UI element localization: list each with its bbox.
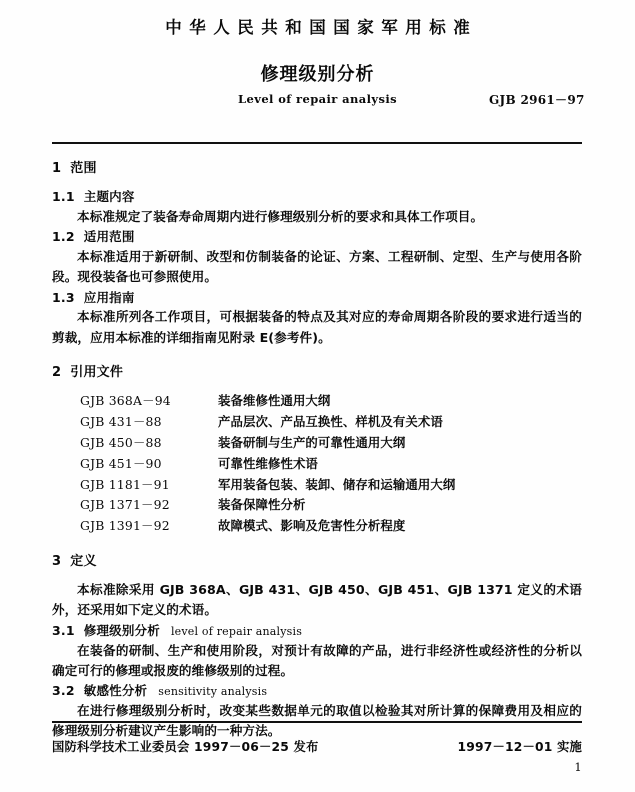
footer-issuer: 国防科学技术工业委员会 1997－06－25 发布 [52, 740, 319, 754]
section-title-3-2: 敏感性分析 [83, 683, 148, 699]
reference-row [52, 475, 582, 496]
section-title-1-1: 主题内容 [83, 189, 135, 204]
reference-row [52, 516, 582, 537]
section-term-english-3-2: sensitivity analysis [158, 685, 268, 699]
reference-title: 装备维修性通用大纲 [218, 393, 331, 409]
reference-document-list [52, 391, 582, 537]
section-title-1: 范围 [70, 161, 97, 176]
section-title-3: 定义 [70, 554, 97, 569]
reference-code: GJB 1391－92 [80, 518, 170, 534]
reference-row [52, 454, 582, 475]
reference-code: GJB 368A－94 [80, 393, 171, 409]
section-number-2: 2 [52, 365, 62, 381]
section-number-1: 1 [52, 161, 62, 176]
reference-code: GJB 450－88 [80, 434, 162, 450]
reference-title: 产品层次、产品互换性、样机及有关术语 [218, 414, 443, 430]
reference-row [52, 433, 582, 454]
reference-row [52, 495, 582, 516]
footer-effective-date: 1997－12－01 实施 [457, 740, 582, 754]
section-term-english-3-1: level of repair analysis [170, 624, 303, 638]
section-title-2: 引用文件 [70, 365, 124, 381]
paragraph-3-1: 在装备的研制、生产和使用阶段，对预计有故障的产品，进行非经济性或经济性的分析以确定可行的修理或报废的维修级别的过程。 [52, 642, 582, 678]
reference-code: GJB 1181－91 [80, 476, 170, 492]
section-heading-1-3 [52, 288, 582, 308]
page-title: 修理级别分析 [260, 64, 375, 85]
section-heading-3-1 [52, 621, 582, 641]
section-heading-1 [52, 157, 582, 176]
reference-title: 装备保障性分析 [218, 497, 306, 513]
page-number: 1 [574, 760, 582, 774]
section-number-3-1: 3.1 [52, 622, 75, 638]
section-number-3-2: 3.2 [52, 683, 75, 699]
paragraph-1-1: 本标准规定了装备寿命周期内进行修理级别分析的要求和具体工作项目。 [77, 208, 484, 224]
section-number-1-1: 1.1 [52, 189, 75, 204]
section-heading-1-1 [52, 187, 582, 207]
reference-title: 故障模式、影响及危害性分析程度 [218, 518, 406, 534]
paragraph-1-3: 本标准所列各工作项目，可根据装备的特点及其对应的寿命周期各阶段的要求进行适当的剪裁，应用本标准的详细指南见附录 E(参考件)。 [52, 309, 582, 345]
reference-title: 装备研制与生产的可靠性通用大纲 [218, 434, 406, 450]
section-heading-3 [52, 550, 582, 569]
reference-title: 军用装备包装、装卸、储存和运输通用大纲 [218, 476, 456, 492]
section-title-1-2: 适用范围 [83, 229, 135, 245]
paragraph-3-2: 在进行修理级别分析时，改变某些数据单元的取值以检验其对所计算的保障费用及相应的修理级别分析建议产生影响的一种方法。 [52, 703, 582, 739]
reference-code: GJB 1371－92 [80, 497, 170, 513]
reference-code: GJB 431－88 [80, 414, 162, 430]
section-heading-1-2 [52, 227, 582, 247]
national-standard-banner: 中华人民共和国国家军用标准 [165, 18, 478, 37]
section-number-1-3: 1.3 [52, 289, 75, 305]
header-divider [52, 142, 582, 144]
document-body [52, 157, 582, 742]
section-title-3-1: 修理级别分析 [83, 622, 160, 638]
reference-code: GJB 451－90 [80, 455, 162, 471]
page-subtitle-english: Level of repair analysis [238, 92, 397, 106]
section-heading-3-2 [52, 681, 582, 701]
reference-title: 可靠性维修性术语 [218, 455, 318, 471]
paragraph-3-intro: 本标准除采用 GJB 368A、GJB 431、GJB 450、GJB 451、GJB 1371 定义的术语外，还采用如下定义的术语。 [52, 582, 582, 618]
section-title-1-3: 应用指南 [83, 289, 135, 305]
section-number-1-2: 1.2 [52, 229, 75, 245]
standard-number: GJB 2961－97 [489, 93, 585, 107]
reference-row [52, 391, 582, 412]
section-heading-2 [52, 361, 582, 380]
paragraph-1-2: 本标准适用于新研制、改型和仿制装备的论证、方案、工程研制、定型、生产与使用各阶段。现役装备也可参照使用。 [52, 248, 582, 285]
footer-divider [52, 721, 582, 723]
section-number-3: 3 [52, 554, 62, 569]
reference-row [52, 412, 582, 433]
